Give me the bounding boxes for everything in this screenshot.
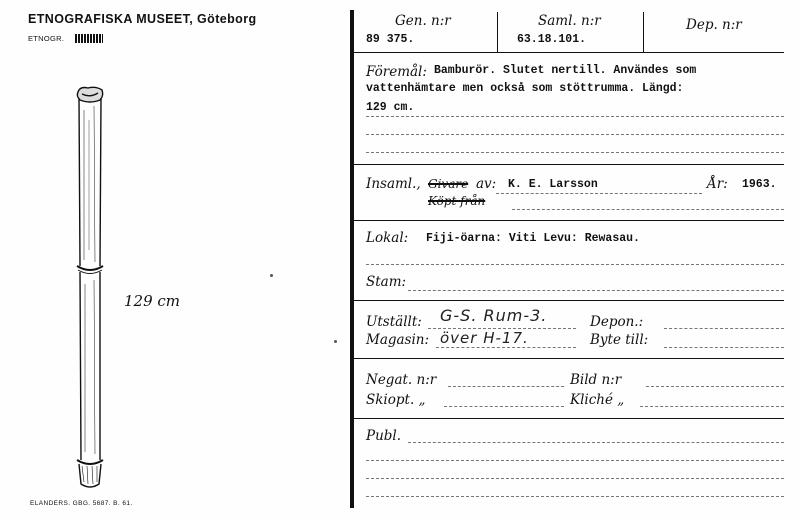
vertical-divider [350,10,354,508]
section-rule [354,164,784,165]
printer-imprint: ELANDERS. GBG. 5687. B. 61. [30,500,133,507]
ruled-line [448,386,564,387]
insaml-label: Insaml., [366,176,421,192]
negat-label: Negat. n:r [366,372,437,388]
ruled-line [496,193,702,194]
gen-nr-value: 89 375. [366,33,415,46]
publ-label: Publ. [366,428,402,444]
bamboo-tube-drawing [60,80,120,492]
collector-name: K. E. Larsson [508,178,598,191]
lokal-value: Fiji-öarna: Viti Levu: Rewasau. [426,232,640,245]
ruled-line [366,460,784,461]
kliche-label: Kliché „ [570,392,625,408]
etnogr-line [28,34,103,43]
stam-label: Stam: [366,274,407,290]
ruled-line [366,152,784,153]
section-rule [354,300,784,301]
ruled-line [366,264,784,265]
museum-title: ETNOGRAFISKA MUSEET, Göteborg [28,12,257,26]
margin-mark [334,340,337,343]
ruled-line [408,442,784,443]
kopt-fran-struck: Köpt från [428,194,486,208]
depon-label: Depon.: [590,314,644,330]
ruled-line [646,386,784,387]
year-value: 1963. [742,178,777,191]
etnogr-label: ETNOGR. [28,34,65,43]
section-rule [354,418,784,419]
ruled-line [366,496,784,497]
magasin-label: Magasin: [366,332,430,348]
gen-nr-label: Gen. n:r [395,13,451,29]
etnogr-struck-number [75,34,103,43]
ruled-line [366,478,784,479]
section-rule [354,220,784,221]
ar-label: År: [707,176,728,192]
bild-nr-label: Bild n:r [570,372,622,388]
utstallt-value: G-S. Rum-3. [440,306,548,325]
ruled-line [408,290,784,291]
magasin-value: över H-17. [440,329,529,347]
ruled-line [366,116,784,117]
ruled-line [366,134,784,135]
foremal-line-2: vattenhämtare men också som stöttrumma. Längd: [366,82,684,95]
byte-till-label: Byte till: [590,332,649,348]
section-rule [354,52,784,53]
utstallt-label: Utställt: [366,314,422,330]
foremal-line-1: Bamburör. Slutet nertill. Användes som [434,64,697,77]
givare-struck: Givare [428,177,469,191]
foremal-line-3: 129 cm. [366,101,415,114]
ruled-line [664,328,784,329]
header-separator [497,12,498,52]
dep-nr-label: Dep. n:r [686,17,742,33]
skiopt-label: Skiopt. „ [366,392,426,408]
lokal-label: Lokal: [366,230,409,246]
ruled-line [664,347,784,348]
foremal-label: Föremål: [366,64,427,80]
margin-mark [270,274,273,277]
length-annotation: 129 cm [124,292,181,310]
ruled-line [436,347,576,348]
av-label: av: [476,176,497,192]
ruled-line [444,406,564,407]
ruled-line [512,209,784,210]
saml-nr-value: 63.18.101. [517,33,587,46]
header-separator [643,12,644,52]
ruled-line [640,406,784,407]
saml-nr-label: Saml. n:r [538,13,601,29]
section-rule [354,358,784,359]
